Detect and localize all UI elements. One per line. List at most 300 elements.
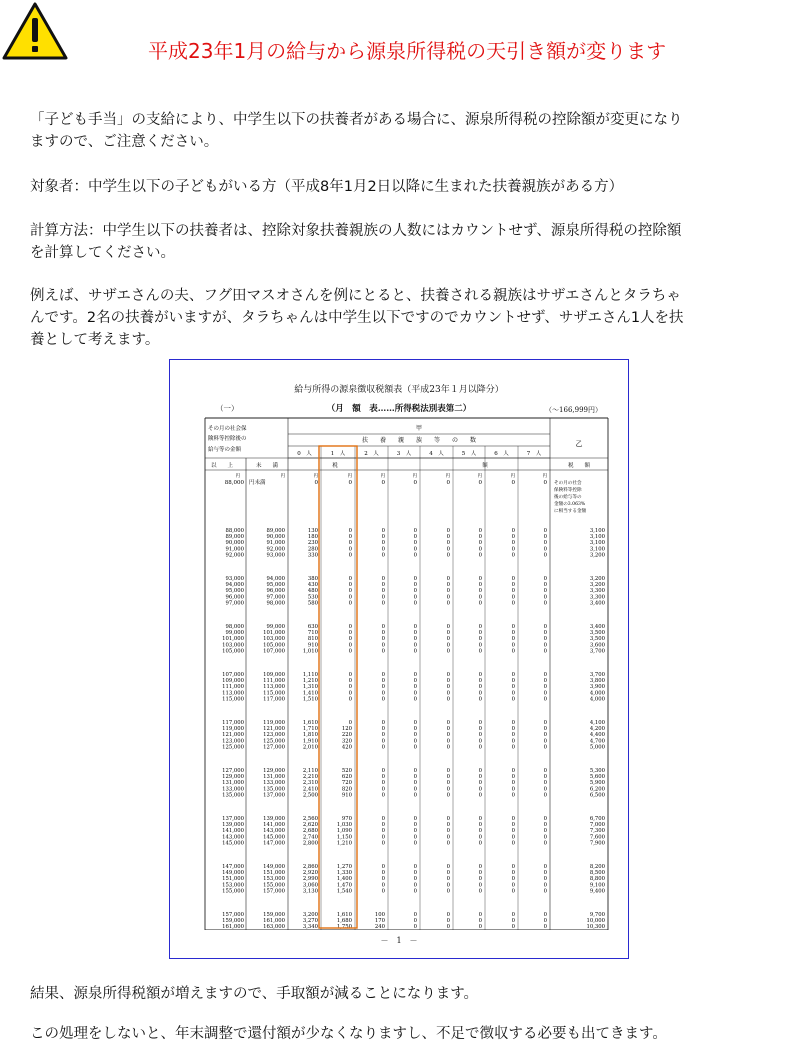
row-otsu: 10,300	[586, 924, 605, 930]
row-c0: 480	[307, 588, 318, 595]
header-income-label: その月の社会保	[208, 426, 247, 432]
row-c1: 520	[341, 768, 352, 774]
unit-label: 円	[542, 474, 547, 479]
row-c3: 0	[413, 678, 417, 685]
warning-triangle-icon	[2, 2, 68, 60]
row-to: 96,000	[266, 588, 285, 595]
row-c5: 0	[478, 780, 482, 787]
row-c3: 0	[413, 870, 417, 877]
row-c7: 0	[543, 636, 547, 643]
row-from: 117,000	[222, 720, 244, 726]
row-c0: 2,680	[302, 828, 318, 835]
row-c1: 0	[348, 630, 352, 637]
row-c3: 0	[413, 552, 417, 559]
header-amount: 額	[482, 463, 488, 469]
row-to: 97,000	[266, 594, 285, 601]
row-c7: 0	[543, 924, 547, 930]
row-c0: 910	[307, 642, 318, 649]
row-otsu: 3,900	[589, 684, 605, 691]
first-row-value-4: 0	[446, 480, 450, 486]
row-c2: 0	[381, 840, 385, 847]
row-c4: 0	[446, 720, 450, 726]
row-c1: 1,030	[336, 822, 352, 829]
unit-label: 円	[445, 474, 450, 479]
row-c5: 0	[478, 834, 482, 841]
row-c3: 0	[413, 822, 417, 829]
row-c1: 0	[348, 648, 352, 655]
row-c3: 0	[413, 600, 417, 607]
row-to: 98,000	[266, 600, 285, 607]
unit-label: 円	[412, 474, 417, 479]
row-c7: 0	[543, 678, 547, 685]
row-otsu: 4,700	[589, 738, 605, 745]
table-left-tag: （一）	[216, 404, 239, 413]
row-c6: 0	[511, 588, 515, 595]
row-c4: 0	[446, 912, 450, 918]
row-c3: 0	[413, 732, 417, 739]
row-c6: 0	[511, 690, 515, 697]
row-c4: 0	[446, 870, 450, 877]
row-c0: 330	[307, 552, 318, 559]
header-income-label: 険料等控除後の	[208, 436, 247, 442]
row-c5: 0	[478, 582, 482, 589]
row-c0: 810	[307, 636, 318, 643]
example-line-1: 例えば、サザエさんの夫、フグ田マスオさんを例にとると、扶養される親族はサザエさんとタラちゃ	[30, 288, 681, 304]
first-row-from: 88,000	[224, 480, 244, 486]
row-c3: 0	[413, 726, 417, 733]
row-c2: 0	[381, 876, 385, 883]
row-c2: 0	[381, 786, 385, 793]
row-c0: 710	[307, 630, 318, 637]
row-c7: 0	[543, 540, 547, 547]
row-c0: 180	[307, 534, 318, 541]
row-c7: 0	[543, 870, 547, 877]
row-from: 119,000	[222, 726, 244, 733]
row-c5: 0	[478, 828, 482, 835]
row-from: 95,000	[225, 588, 244, 595]
row-from: 90,000	[225, 540, 244, 547]
row-c1: 1,400	[336, 876, 352, 883]
row-c0: 3,130	[302, 888, 318, 895]
header-dependents: 扶 養 親 族 等 の 数	[361, 437, 477, 444]
row-c2: 0	[381, 588, 385, 595]
row-c6: 0	[511, 882, 515, 889]
row-c3: 0	[413, 888, 417, 895]
row-c7: 0	[543, 546, 547, 553]
row-c5: 0	[478, 918, 482, 925]
row-c1: 0	[348, 678, 352, 685]
row-c5: 0	[478, 534, 482, 541]
row-c0: 380	[307, 576, 318, 582]
row-c0: 3,270	[302, 918, 318, 925]
row-c2: 240	[374, 924, 385, 930]
row-c6: 0	[511, 792, 515, 799]
row-c4: 0	[446, 882, 450, 889]
row-otsu: 3,100	[589, 540, 605, 547]
header-ko: 甲	[415, 425, 423, 432]
row-c0: 1,410	[302, 690, 318, 697]
row-c2: 0	[381, 528, 385, 534]
row-to: 119,000	[263, 720, 285, 726]
row-c3: 0	[413, 672, 417, 678]
row-otsu: 9,100	[589, 882, 605, 889]
row-c4: 0	[446, 540, 450, 547]
header-count-0: 0 人	[297, 451, 312, 457]
row-c6: 0	[511, 774, 515, 781]
row-c2: 100	[374, 912, 385, 918]
row-c2: 0	[381, 600, 385, 607]
row-c4: 0	[446, 630, 450, 637]
unit-label: 円	[313, 474, 318, 479]
row-c6: 0	[511, 720, 515, 726]
row-c7: 0	[543, 882, 547, 889]
row-c1: 620	[341, 774, 352, 781]
row-c6: 0	[511, 534, 515, 541]
row-to: 157,000	[263, 888, 285, 895]
row-c5: 0	[478, 870, 482, 877]
row-c2: 0	[381, 534, 385, 541]
row-to: 145,000	[263, 834, 285, 841]
row-to: 91,000	[266, 540, 285, 547]
row-c4: 0	[446, 690, 450, 697]
row-c7: 0	[543, 864, 547, 870]
row-c4: 0	[446, 816, 450, 822]
row-c1: 1,090	[336, 828, 352, 835]
row-c7: 0	[543, 696, 547, 703]
row-to: 93,000	[266, 552, 285, 559]
row-to: 99,000	[266, 624, 285, 630]
row-c2: 0	[381, 732, 385, 739]
unit-label: 円	[380, 474, 385, 479]
header-otsu: 乙	[575, 440, 583, 448]
row-c1: 1,750	[336, 924, 352, 930]
row-c3: 0	[413, 528, 417, 534]
header-count-1: 1 人	[330, 451, 346, 457]
row-c2: 0	[381, 594, 385, 601]
row-c4: 0	[446, 726, 450, 733]
row-from: 127,000	[222, 768, 244, 774]
row-c4: 0	[446, 600, 450, 607]
row-c7: 0	[543, 816, 547, 822]
row-c2: 0	[381, 540, 385, 547]
row-c5: 0	[478, 924, 482, 930]
row-otsu: 10,000	[586, 918, 605, 925]
row-otsu: 6,200	[589, 786, 605, 793]
row-to: 123,000	[263, 732, 285, 739]
row-to: 107,000	[263, 648, 285, 655]
row-c0: 530	[307, 594, 318, 601]
row-from: 91,000	[225, 546, 244, 553]
row-c0: 2,010	[302, 744, 318, 751]
row-c7: 0	[543, 744, 547, 751]
header-otsu-tax: 税 額	[567, 463, 591, 469]
row-c5: 0	[478, 624, 482, 630]
row-c5: 0	[478, 630, 482, 637]
row-c3: 0	[413, 684, 417, 691]
row-c6: 0	[511, 678, 515, 685]
target-line: 対象者：中学生以下の子どもがいる方（平成8年1月2日以降に生まれた扶養親族がある方）	[30, 179, 624, 195]
result-line: 結果、源泉所得税額が増えますので、手取額が減ることになります。	[30, 986, 479, 1002]
row-c7: 0	[543, 600, 547, 607]
row-c4: 0	[446, 828, 450, 835]
row-c4: 0	[446, 792, 450, 799]
row-c4: 0	[446, 738, 450, 745]
unit-label: 円	[235, 474, 240, 479]
row-c2: 0	[381, 546, 385, 553]
row-c3: 0	[413, 876, 417, 883]
row-c3: 0	[413, 576, 417, 582]
row-c3: 0	[413, 582, 417, 589]
row-otsu: 7,000	[589, 822, 605, 829]
row-c5: 0	[478, 528, 482, 534]
row-otsu: 5,000	[589, 744, 605, 751]
row-c2: 0	[381, 792, 385, 799]
row-c1: 1,680	[336, 918, 352, 925]
row-c3: 0	[413, 828, 417, 835]
row-c5: 0	[478, 678, 482, 685]
first-row-value-2: 0	[381, 480, 385, 486]
tax-table-image	[169, 359, 629, 959]
row-from: 135,000	[222, 792, 244, 799]
row-c1: 0	[348, 624, 352, 630]
row-c3: 0	[413, 594, 417, 601]
first-row-value-5: 0	[478, 480, 482, 486]
row-c2: 170	[374, 918, 385, 925]
table-right-tag: （～166,999円）	[545, 406, 602, 414]
row-c1: 0	[348, 540, 352, 547]
row-c7: 0	[543, 840, 547, 847]
row-from: 125,000	[222, 744, 244, 751]
row-c0: 1,210	[302, 678, 318, 685]
row-c6: 0	[511, 684, 515, 691]
row-from: 107,000	[222, 672, 244, 678]
row-otsu: 6,500	[589, 792, 605, 799]
row-c2: 0	[381, 648, 385, 655]
otsu-note-line: 保険料等控除	[554, 488, 582, 493]
row-c7: 0	[543, 528, 547, 534]
row-c5: 0	[478, 726, 482, 733]
row-to: 149,000	[263, 864, 285, 870]
row-c3: 0	[413, 636, 417, 643]
row-from: 133,000	[222, 786, 244, 793]
row-c1: 720	[341, 780, 352, 787]
row-from: 111,000	[222, 684, 244, 691]
row-c6: 0	[511, 786, 515, 793]
row-c5: 0	[478, 720, 482, 726]
warning-line: この処理をしないと、年末調整で還付額が少なくなりますし、不足で徴収する必要も出てきます。	[30, 1026, 667, 1042]
row-c2: 0	[381, 630, 385, 637]
row-c6: 0	[511, 528, 515, 534]
first-row-to: 円未満	[249, 480, 266, 486]
table-page-number: － 1 －	[380, 936, 418, 945]
row-c5: 0	[478, 774, 482, 781]
row-c0: 2,920	[302, 870, 318, 877]
row-to: 113,000	[263, 684, 285, 691]
row-c4: 0	[446, 642, 450, 649]
header-from: 以 上	[210, 463, 234, 469]
row-c5: 0	[478, 822, 482, 829]
row-c3: 0	[413, 648, 417, 655]
row-c5: 0	[478, 768, 482, 774]
row-c7: 0	[543, 672, 547, 678]
row-c2: 0	[381, 816, 385, 822]
row-c0: 230	[307, 540, 318, 547]
row-c7: 0	[543, 738, 547, 745]
row-c1: 0	[348, 576, 352, 582]
row-c5: 0	[478, 738, 482, 745]
row-c3: 0	[413, 864, 417, 870]
row-c0: 2,620	[302, 822, 318, 829]
row-c4: 0	[446, 648, 450, 655]
row-otsu: 3,500	[589, 636, 605, 643]
table-subtitle: （月 額 表……所得税法別表第二）	[326, 404, 472, 414]
row-c0: 1,510	[302, 696, 318, 703]
row-c1: 0	[348, 594, 352, 601]
row-c5: 0	[478, 636, 482, 643]
row-c1: 0	[348, 546, 352, 553]
row-c1: 0	[348, 690, 352, 697]
row-c3: 0	[413, 834, 417, 841]
row-c1: 420	[341, 744, 352, 751]
row-to: 127,000	[263, 744, 285, 751]
row-c0: 630	[307, 624, 318, 630]
row-c5: 0	[478, 552, 482, 559]
row-c2: 0	[381, 576, 385, 582]
row-c3: 0	[413, 792, 417, 799]
row-c5: 0	[478, 732, 482, 739]
row-c3: 0	[413, 744, 417, 751]
row-c6: 0	[511, 840, 515, 847]
row-c5: 0	[478, 864, 482, 870]
row-c3: 0	[413, 630, 417, 637]
row-c5: 0	[478, 816, 482, 822]
row-c5: 0	[478, 576, 482, 582]
row-otsu: 3,600	[589, 642, 605, 649]
row-c3: 0	[413, 924, 417, 930]
first-row-value-1: 0	[348, 480, 352, 486]
row-c0: 1,110	[302, 672, 318, 678]
example-line-2: んです。2名の扶養がいますが、タラちゃんは中学生以下ですのでカウントせず、サザエさん1人を扶	[30, 310, 684, 326]
row-c0: 580	[307, 600, 318, 607]
row-c7: 0	[543, 582, 547, 589]
row-to: 105,000	[263, 642, 285, 649]
header-count-6: 6 人	[494, 451, 509, 457]
row-c4: 0	[446, 864, 450, 870]
row-c2: 0	[381, 774, 385, 781]
row-c6: 0	[511, 888, 515, 895]
row-c6: 0	[511, 924, 515, 930]
row-to: 163,000	[263, 924, 285, 930]
row-from: 103,000	[222, 642, 244, 649]
row-otsu: 8,200	[589, 864, 605, 870]
row-c4: 0	[446, 918, 450, 925]
row-from: 92,000	[225, 552, 244, 559]
row-c1: 1,610	[336, 912, 352, 918]
row-c2: 0	[381, 636, 385, 643]
row-from: 143,000	[222, 834, 244, 841]
row-c6: 0	[511, 648, 515, 655]
row-c4: 0	[446, 696, 450, 703]
row-to: 117,000	[263, 696, 285, 703]
row-c1: 0	[348, 534, 352, 541]
row-otsu: 4,000	[589, 696, 605, 703]
row-c7: 0	[543, 780, 547, 787]
row-c2: 0	[381, 672, 385, 678]
row-to: 135,000	[263, 786, 285, 793]
row-c6: 0	[511, 864, 515, 870]
row-otsu: 5,300	[589, 768, 605, 774]
row-c3: 0	[413, 690, 417, 697]
row-c1: 0	[348, 636, 352, 643]
row-from: 123,000	[222, 738, 244, 745]
row-c0: 2,740	[302, 834, 318, 841]
row-to: 159,000	[263, 912, 285, 918]
header-count-7: 7 人	[526, 451, 542, 457]
row-c4: 0	[446, 678, 450, 685]
row-c3: 0	[413, 780, 417, 787]
row-c4: 0	[446, 588, 450, 595]
row-c7: 0	[543, 576, 547, 582]
row-c6: 0	[511, 726, 515, 733]
row-c5: 0	[478, 600, 482, 607]
row-c4: 0	[446, 624, 450, 630]
row-c3: 0	[413, 642, 417, 649]
row-c1: 1,270	[336, 864, 352, 870]
row-c2: 0	[381, 642, 385, 649]
row-otsu: 3,700	[589, 672, 605, 678]
row-c6: 0	[511, 696, 515, 703]
row-c3: 0	[413, 720, 417, 726]
row-c0: 1,610	[302, 720, 318, 726]
row-c4: 0	[446, 582, 450, 589]
row-to: 89,000	[266, 528, 285, 534]
row-c7: 0	[543, 594, 547, 601]
page-title: 平成23年1月の給与から源泉所得税の天引き額が変ります	[148, 39, 667, 63]
row-c6: 0	[511, 552, 515, 559]
row-c7: 0	[543, 534, 547, 541]
row-from: 115,000	[222, 696, 244, 703]
row-c6: 0	[511, 768, 515, 774]
row-c0: 1,810	[302, 732, 318, 739]
row-c2: 0	[381, 882, 385, 889]
row-from: 151,000	[222, 876, 244, 883]
row-otsu: 7,900	[589, 840, 605, 847]
row-from: 109,000	[222, 678, 244, 685]
row-otsu: 8,800	[589, 876, 605, 883]
row-c1: 910	[341, 792, 352, 799]
row-from: 88,000	[225, 528, 244, 534]
row-c3: 0	[413, 786, 417, 793]
row-c3: 0	[413, 540, 417, 547]
row-c2: 0	[381, 690, 385, 697]
row-to: 143,000	[263, 828, 285, 835]
row-c4: 0	[446, 888, 450, 895]
row-c3: 0	[413, 624, 417, 630]
row-c4: 0	[446, 786, 450, 793]
row-from: 147,000	[222, 864, 244, 870]
row-c6: 0	[511, 576, 515, 582]
row-c7: 0	[543, 792, 547, 799]
row-otsu: 9,700	[589, 912, 605, 918]
row-c4: 0	[446, 534, 450, 541]
row-c6: 0	[511, 876, 515, 883]
row-c3: 0	[413, 768, 417, 774]
row-c6: 0	[511, 834, 515, 841]
row-c0: 280	[307, 546, 318, 553]
row-c0: 2,110	[302, 768, 318, 774]
row-c0: 2,410	[302, 786, 318, 793]
row-c0: 430	[307, 582, 318, 589]
